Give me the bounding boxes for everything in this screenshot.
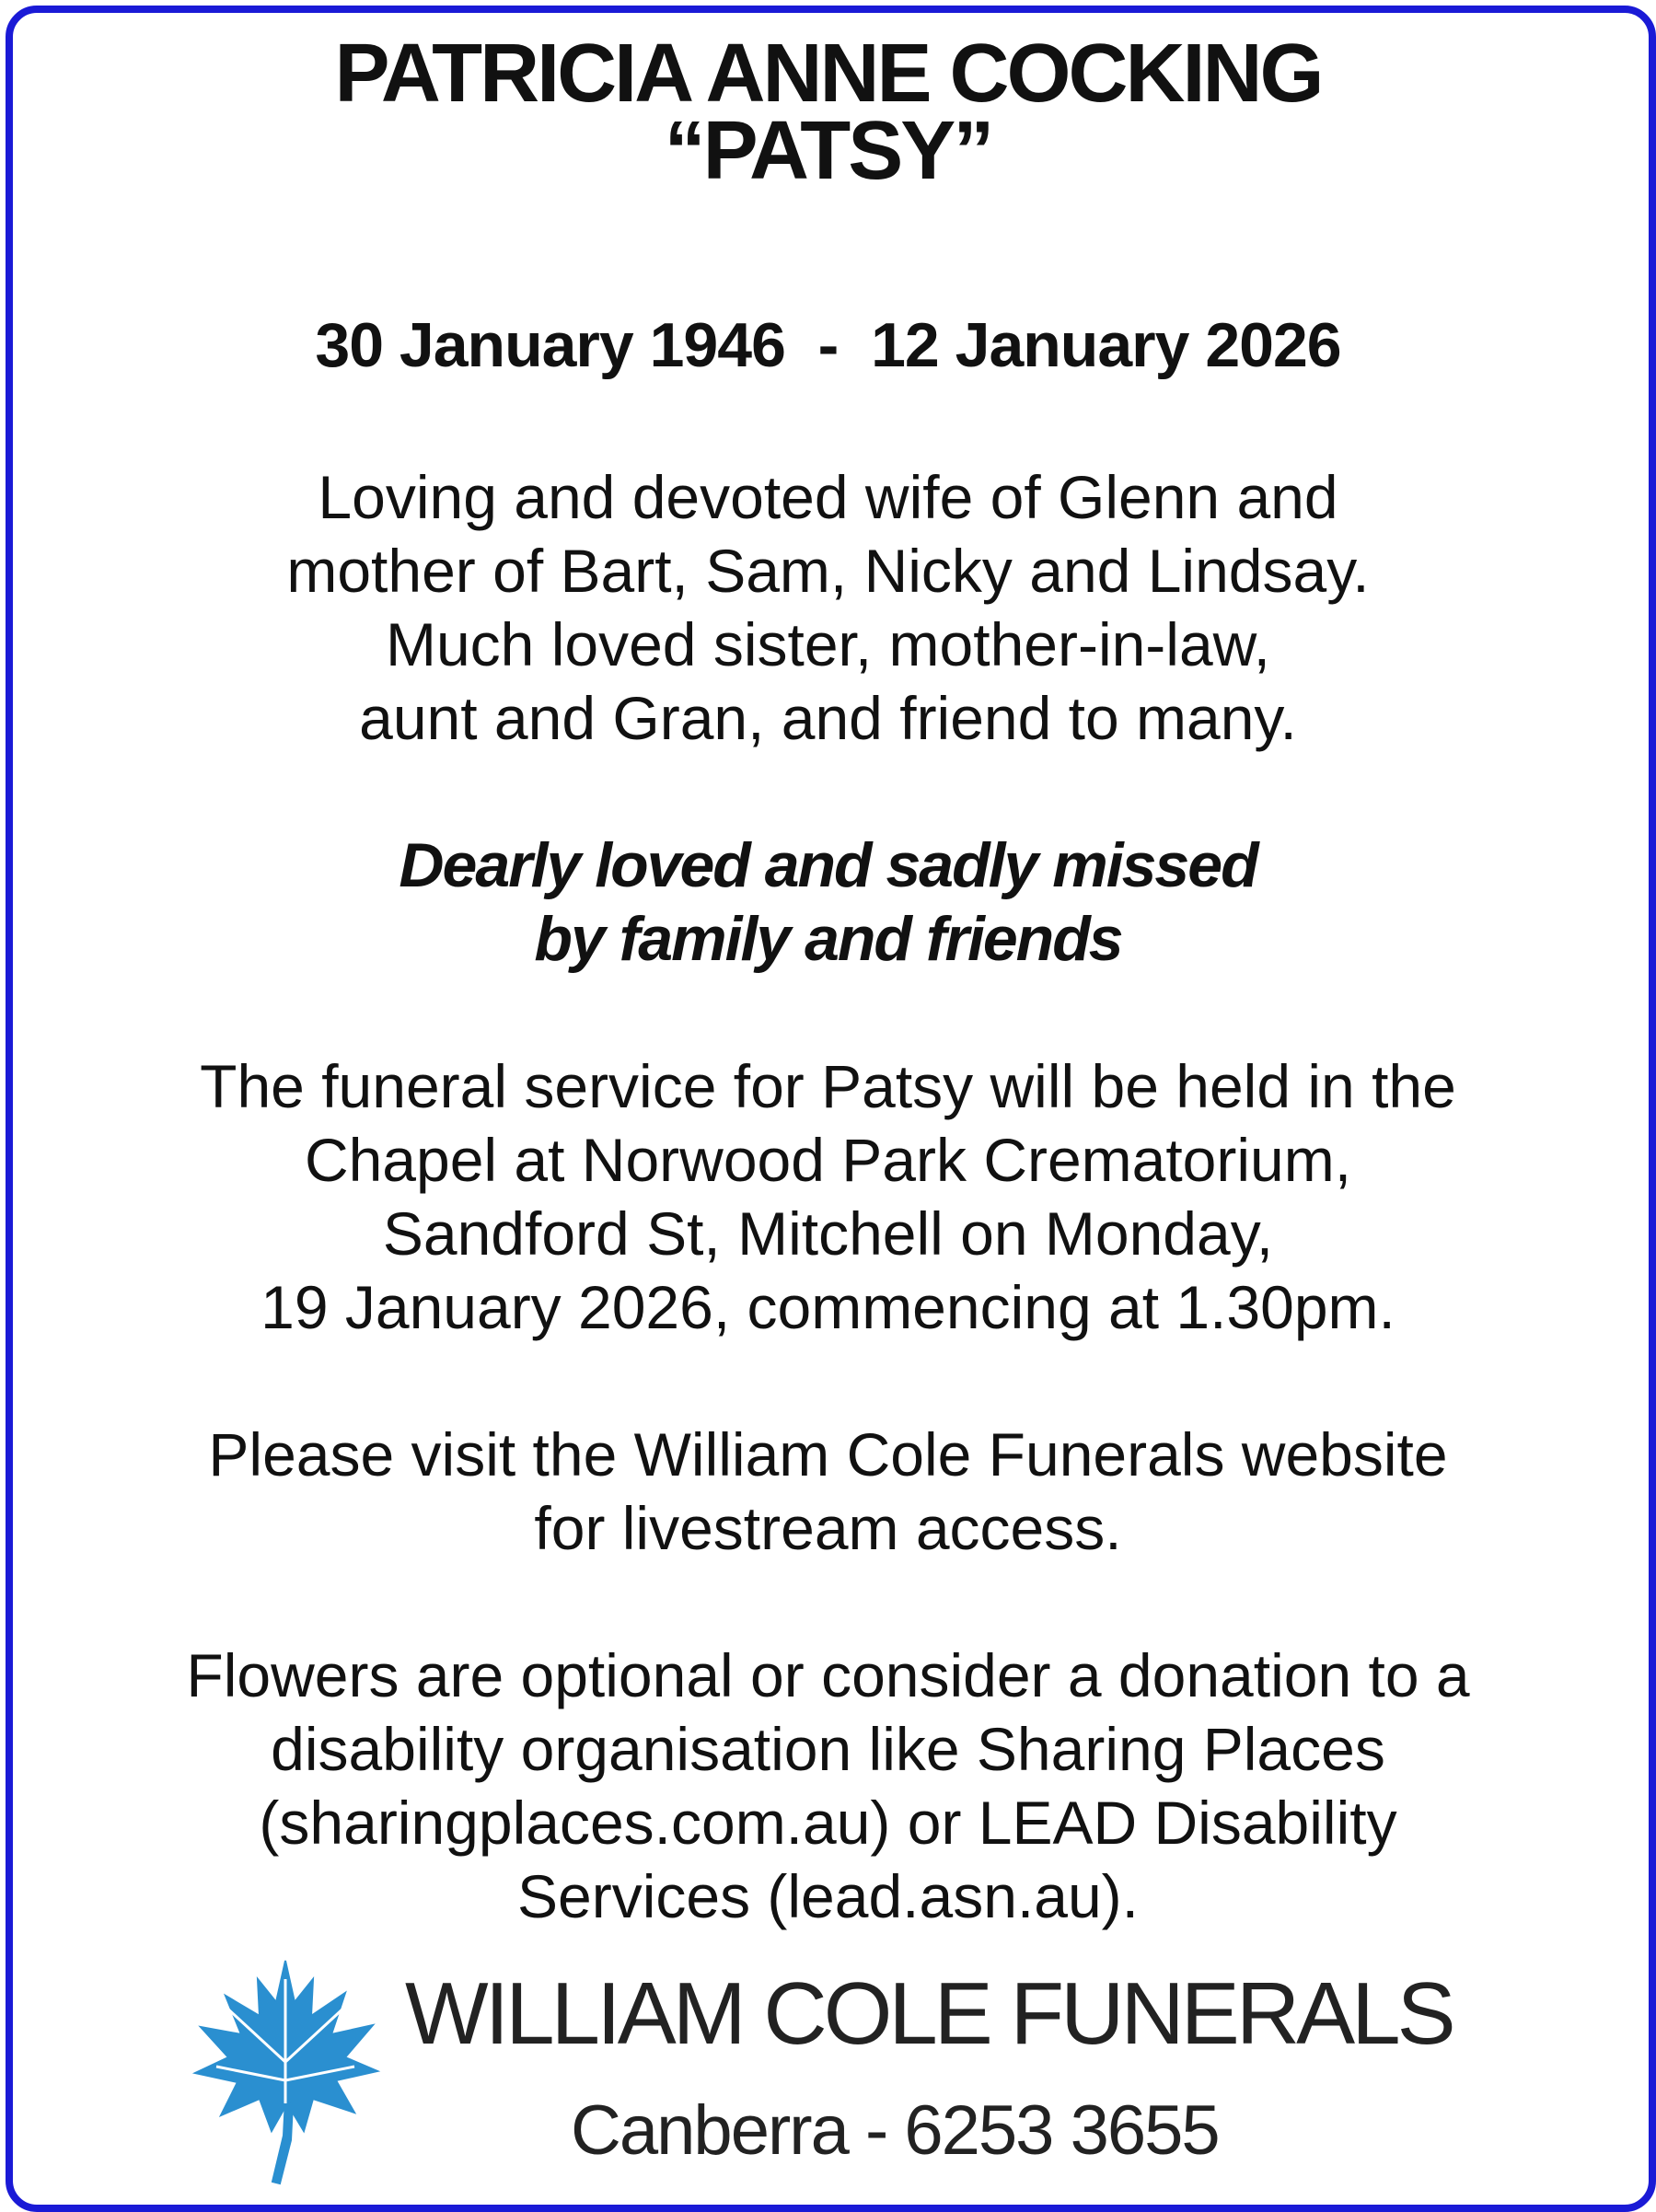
tribute-line: mother of Bart, Sam, Nicky and Lindsay.	[286, 537, 1370, 605]
location-phone: Canberra - 6253 3655	[571, 2091, 1219, 2170]
livestream-note	[0, 1418, 1656, 1565]
nickname-line: “PATSY”	[664, 105, 992, 197]
funeral-line: 19 January 2026, commencing at 1.30pm.	[261, 1273, 1395, 1341]
funeral-home-logo	[184, 1951, 1491, 2191]
motto-line: by family and friends	[534, 904, 1122, 974]
flowers-line: Flowers are optional or consider a donation to a	[186, 1641, 1470, 1709]
motto	[0, 828, 1656, 976]
life-dates: 30 January 1946 - 12 January 2026	[315, 310, 1341, 380]
funeral-line: Sandford St, Mitchell on Monday,	[382, 1199, 1274, 1268]
funeral-details	[0, 1049, 1656, 1344]
motto-line: Dearly loved and sadly missed	[399, 830, 1257, 900]
tribute-paragraph	[0, 460, 1656, 755]
tribute-line: aunt and Gran, and friend to many.	[359, 684, 1297, 752]
maple-leaf-icon	[184, 1951, 387, 2191]
funeral-line: Chapel at Norwood Park Crematorium,	[304, 1126, 1352, 1194]
tribute-line: Loving and devoted wife of Glenn and	[318, 463, 1338, 531]
livestream-line: Please visit the William Cole Funerals website	[208, 1420, 1448, 1488]
flowers-line: (sharingplaces.com.au) or LEAD Disability	[259, 1789, 1397, 1857]
funeral-home-name: WILLIAM COLE FUNERALS	[405, 1964, 1453, 2063]
flowers-note	[0, 1639, 1656, 1933]
name-line: PATRICIA ANNE COCKING	[334, 28, 1322, 120]
flowers-line: Services (lead.asn.au).	[517, 1862, 1139, 1930]
funeral-line: The funeral service for Patsy will be held in the	[200, 1052, 1456, 1120]
flowers-line: disability organisation like Sharing Places	[271, 1715, 1385, 1783]
livestream-line: for livestream access.	[534, 1494, 1122, 1562]
tribute-line: Much loved sister, mother-in-law,	[385, 610, 1271, 678]
deceased-name	[0, 28, 1656, 197]
